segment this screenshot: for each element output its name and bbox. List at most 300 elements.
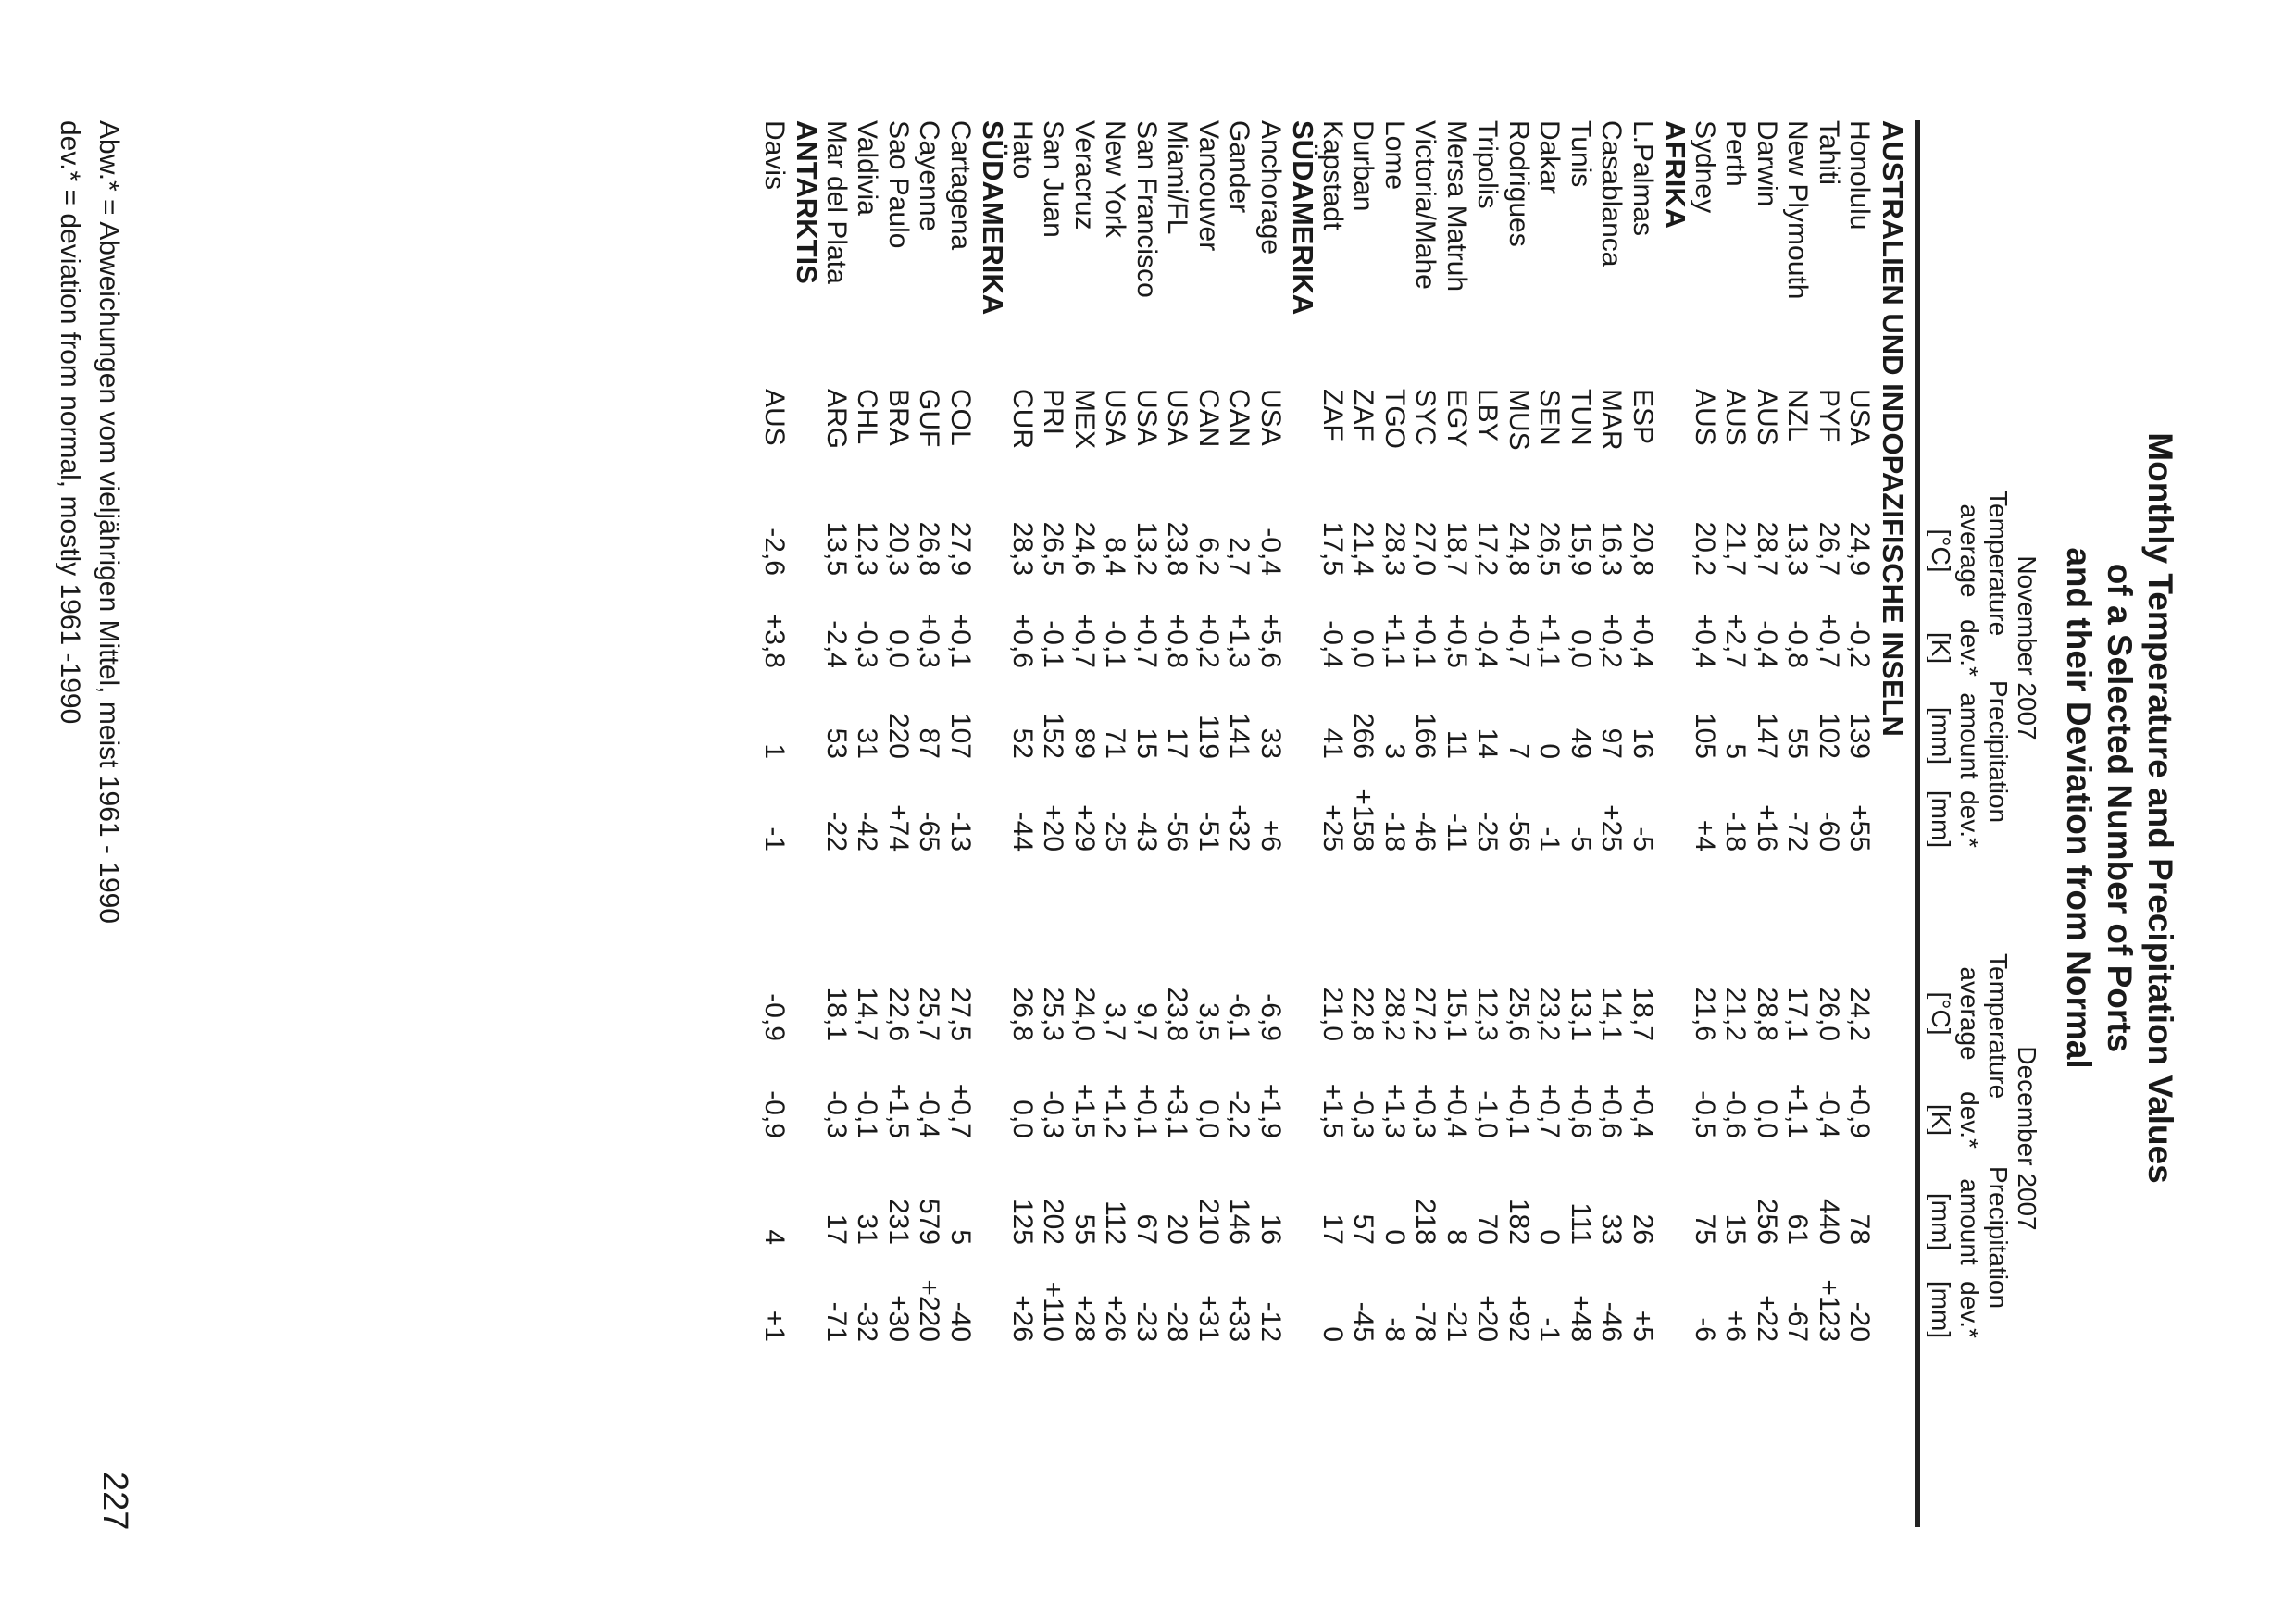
nov-temp-average: 28,7 [1752, 521, 1782, 576]
nov-temp-average: 24,9 [1844, 521, 1876, 576]
dec-precip-dev: -8 [1379, 1317, 1410, 1342]
nov-temp-dev: -0,2 [1844, 620, 1876, 668]
nov-temp-dev: -0,1 [1038, 620, 1069, 668]
nov-temp-average: 20,3 [883, 521, 914, 576]
dec-precip-dev: -78 [1410, 1301, 1441, 1342]
dec-precip-dev: +92 [1504, 1295, 1534, 1342]
nov-precip-amount: 266 [1348, 712, 1379, 759]
country-code: MUS [1504, 389, 1534, 451]
nov-temp-average: 17,5 [1317, 521, 1348, 576]
country-code: PYF [1814, 389, 1844, 443]
dec-temp-average: 21,0 [1317, 987, 1348, 1041]
month-label-december: December 2007 [2013, 1046, 2041, 1231]
nov-temp-dev: +3,8 [759, 613, 790, 668]
nov-temp-dev: +0,2 [1596, 613, 1628, 668]
header-unit-mm: [mm] [1927, 1280, 1955, 1339]
nov-precip-amount: 147 [1752, 712, 1782, 759]
country-code: USA [1131, 389, 1162, 446]
country-code: SEN [1534, 389, 1566, 446]
dec-precip-dev-header [1927, 1263, 2013, 1356]
nov-precip-amount: 89 [1069, 727, 1100, 759]
port-name: Mar del Plata [821, 120, 852, 284]
dec-precip-amount: 16 [1255, 1213, 1286, 1245]
header-temp: Temperature [1984, 953, 2013, 1100]
dec-temp-dev: +0,9 [1844, 1083, 1876, 1138]
nov-precip-amount: 41 [1317, 727, 1348, 759]
dec-precip-dev: +30 [883, 1295, 914, 1342]
dec-precip-dev: -6 [1690, 1317, 1720, 1342]
country-code: COL [945, 389, 976, 446]
nov-precip-dev: -22 [821, 811, 852, 852]
nov-precip-dev: -25 [1472, 811, 1504, 852]
dec-precip-dev: -21 [1441, 1301, 1472, 1342]
country-code: USA [1162, 389, 1193, 446]
dec-temp-dev: +0,6 [1566, 1083, 1596, 1138]
dec-temp-dev: 0,0 [1007, 1100, 1038, 1138]
header-unit-mm: [mm] [1927, 706, 1955, 765]
nov-temp-avg-header [1927, 491, 2013, 637]
header-average: average [1955, 503, 1984, 598]
nov-temp-dev: -0,3 [852, 620, 883, 668]
nov-temp-average: 27,9 [945, 521, 976, 576]
nov-temp-average: 28,3 [1379, 521, 1410, 576]
nov-temp-dev: +0,3 [914, 613, 945, 668]
nov-precip-amount: 49 [1566, 727, 1596, 759]
dec-precip-dev: +48 [1566, 1295, 1596, 1342]
port-name: Cartagena [945, 120, 976, 251]
dec-temp-dev: -0,4 [914, 1090, 945, 1138]
nov-precip-dev: +74 [883, 804, 914, 852]
nov-precip-dev: -18 [1720, 811, 1752, 852]
dec-temp-dev: +0,1 [1131, 1083, 1162, 1138]
page-number: 227 [95, 1472, 134, 1531]
nov-precip-amount: 53 [821, 727, 852, 759]
nov-temp-average: 27,0 [1410, 521, 1441, 576]
country-code: CAN [1224, 389, 1255, 448]
nov-precip-dev: -42 [852, 811, 883, 852]
country-code: MAR [1596, 389, 1628, 451]
nov-temp-dev: +5,6 [1255, 613, 1286, 668]
dec-temp-average: 13,1 [1566, 987, 1596, 1041]
dec-precip-amount: 218 [1410, 1198, 1441, 1245]
dec-temp-dev: +1,3 [1379, 1083, 1410, 1138]
nov-temp-dev: -0,4 [1752, 620, 1782, 668]
nov-precip-amount: 11 [1441, 729, 1472, 759]
nov-precip-dev: -5 [1566, 827, 1596, 852]
dec-temp-dev: -0,4 [1814, 1090, 1844, 1138]
dec-precip-amount: 20 [1162, 1213, 1193, 1245]
nov-temp-average: 24,6 [1069, 521, 1100, 576]
dec-precip-amount: 5 [945, 1229, 976, 1245]
header-precip: Precipitation [1984, 1166, 2013, 1310]
dec-precip-dev: -46 [1596, 1301, 1628, 1342]
country-code: AUS [1720, 389, 1752, 446]
nov-temp-dev: 0,0 [883, 629, 914, 668]
dec-temp-dev: 0,0 [1752, 1100, 1782, 1138]
dec-precip-amount: 111 [1566, 1202, 1596, 1245]
nov-precip-dev: +4 [1690, 819, 1720, 852]
dec-precip-amount: 440 [1814, 1198, 1844, 1245]
month-label-november: November 2007 [2013, 555, 2041, 740]
dec-temp-dev: -1,0 [1472, 1090, 1504, 1138]
nov-temp-dev: +0,5 [1441, 613, 1472, 668]
dec-precip-amount: 70 [1472, 1213, 1504, 1245]
footnote-german: Abw.* = Abweichungen vom vieljährigen Mittel, meist 1961 - 1990 [94, 120, 124, 924]
country-code: USA [1255, 389, 1286, 446]
port-name: Veracruz [1069, 120, 1100, 230]
dec-temp-dev: +1,5 [1069, 1083, 1100, 1138]
dec-precip-dev: -71 [821, 1301, 852, 1342]
dec-temp-average: 27,5 [945, 987, 976, 1041]
dec-precip-amount: 202 [1038, 1198, 1069, 1245]
country-code: BRA [883, 389, 914, 446]
country-code: AUS [1752, 389, 1782, 446]
dec-precip-amount: 0 [1379, 1229, 1410, 1245]
port-name: New York [1100, 120, 1131, 238]
region-heading: SÜDAMERIKA [977, 120, 1010, 316]
port-name: San Juan [1038, 120, 1069, 238]
header-dev: dev.* [1955, 1281, 1984, 1338]
header-amount: amount [1955, 692, 1984, 779]
country-code: SYC [1410, 389, 1441, 446]
nov-precip-amount: 220 [883, 712, 914, 759]
dec-precip-amount: 31 [852, 1213, 883, 1245]
dec-precip-dev: +5 [1628, 1310, 1658, 1342]
nov-precip-amount: 55 [1782, 727, 1814, 759]
dec-precip-amount: 33 [1596, 1213, 1628, 1245]
nov-temp-dev: +0,7 [1069, 613, 1100, 668]
nov-precip-amount: 52 [1007, 727, 1038, 759]
header-dev: dev.* [1955, 790, 1984, 848]
nov-temp-dev: +0,8 [1162, 613, 1193, 668]
nov-temp-average: -2,6 [759, 528, 790, 576]
nov-precip-amount: 17 [1162, 727, 1193, 759]
table-row [1686, 0, 1723, 1616]
dec-temp-average: -6,9 [1255, 993, 1286, 1041]
nov-temp-average: 21,7 [1720, 521, 1752, 576]
port-name: Dakar [1534, 120, 1566, 195]
country-code: CUR [1007, 389, 1038, 449]
dec-precip-dev: -20 [1844, 1301, 1876, 1342]
nov-precip-amount: 3 [1379, 743, 1410, 759]
nov-precip-dev: -13 [945, 811, 976, 852]
header-average: average [1955, 966, 1984, 1061]
dec-precip-amount: 17 [821, 1213, 852, 1245]
dec-temp-average: 25,3 [1038, 987, 1069, 1041]
dec-precip-dev: +31 [1193, 1295, 1224, 1342]
country-code: ARG [821, 389, 852, 450]
nov-temp-dev: -0,4 [1472, 620, 1504, 668]
country-code: CAN [1193, 389, 1224, 448]
dec-temp-avg-header [1927, 953, 2013, 1100]
nov-temp-average: 23,8 [1162, 521, 1193, 576]
header-unit-k: [K] [1927, 631, 1955, 665]
dec-temp-dev: +1,2 [1100, 1083, 1131, 1138]
nov-precip-amount: 14 [1472, 727, 1504, 759]
port-name: Miami/FL [1162, 120, 1193, 235]
port-name: Valdivia [852, 120, 883, 216]
dec-temp-dev: +0,3 [1410, 1083, 1441, 1138]
dec-precip-amount: 231 [883, 1198, 914, 1245]
dec-precip-amount: 579 [914, 1198, 945, 1245]
header-temp: Temperature [1984, 491, 2013, 637]
nov-precip-dev: +6 [1255, 819, 1286, 852]
port-name: Tunis [1566, 120, 1596, 188]
dec-temp-average: 22,6 [883, 987, 914, 1041]
dec-temp-average: 17,1 [1782, 987, 1814, 1041]
dec-temp-average: 21,2 [1720, 987, 1752, 1041]
country-code: TGO [1379, 389, 1410, 449]
dec-precip-dev: +1 [759, 1310, 790, 1342]
nov-precip-amount: 1 [759, 743, 790, 759]
nov-temp-dev: +0,1 [1410, 613, 1441, 668]
nov-precip-dev: +55 [1844, 804, 1876, 852]
dec-precip-amount: 112 [1100, 1200, 1131, 1245]
page-title [2058, 0, 2180, 1616]
dec-temp-average: 3,5 [1193, 1002, 1224, 1041]
nov-precip-amount: 166 [1410, 712, 1441, 759]
dec-precip-dev: 0 [1317, 1326, 1348, 1342]
header-dev: dev.* [1955, 1091, 1984, 1149]
nov-precip-dev: -56 [1504, 811, 1534, 852]
nov-precip-dev: -25 [1100, 811, 1131, 852]
port-name: Honolulu [1844, 120, 1876, 230]
nov-temp-average: 16,3 [1596, 521, 1628, 576]
nov-precip-dev: -18 [1379, 811, 1410, 852]
country-code: ESP [1628, 389, 1658, 445]
nov-precip-dev: -60 [1814, 811, 1844, 852]
dec-precip-dev: +33 [1224, 1295, 1255, 1342]
port-name: Victoria/Mahe [1410, 120, 1441, 290]
nov-precip-dev: -43 [1131, 811, 1162, 852]
nov-temp-average: 13,2 [1131, 521, 1162, 576]
dec-temp-average: 22,8 [1348, 987, 1379, 1041]
nov-precip-dev: -72 [1782, 811, 1814, 852]
dec-precip-amount: 0 [1534, 1229, 1566, 1245]
header-unit-k: [K] [1927, 1103, 1955, 1137]
dec-temp-dev: -0,3 [821, 1090, 852, 1138]
country-code: NZL [1782, 389, 1814, 441]
nov-temp-average: 20,2 [1690, 521, 1720, 576]
nov-temp-dev: +0,4 [1628, 613, 1658, 668]
dec-precip-amount: 75 [1690, 1213, 1720, 1245]
country-code: AUS [759, 389, 790, 446]
nov-precip-amount: 97 [1596, 727, 1628, 759]
nov-temp-dev: +0,1 [945, 613, 976, 668]
dec-precip-dev: -32 [852, 1301, 883, 1342]
nov-temp-average: 24,8 [1504, 521, 1534, 576]
country-code: USA [1844, 389, 1876, 446]
nov-temp-average: -0,4 [1255, 528, 1286, 576]
country-code: PRI [1038, 389, 1069, 436]
nov-temp-dev: 0,0 [1566, 629, 1596, 668]
dec-temp-dev: +1,9 [1255, 1083, 1286, 1138]
nov-temp-dev: +0,7 [1504, 613, 1534, 668]
dec-temp-dev-header [1927, 1074, 2013, 1166]
dec-precip-amount: 182 [1504, 1198, 1534, 1245]
dec-temp-average: 26,8 [1007, 987, 1038, 1041]
nov-precip-amount: 33 [1255, 727, 1286, 759]
port-name: Sao Paulo [883, 120, 914, 249]
dec-precip-amount: 26 [1628, 1213, 1658, 1245]
nov-precip-amount: 105 [1690, 712, 1720, 759]
dec-temp-average: 3,7 [1100, 1002, 1131, 1041]
header-amount: amount [1955, 1178, 1984, 1265]
port-name: San Francisco [1131, 120, 1162, 298]
port-name: Sydney [1690, 120, 1720, 214]
nov-precip-dev: -5 [1628, 827, 1658, 852]
port-name: Darwin [1752, 120, 1782, 207]
header-unit-mm: [mm] [1927, 1192, 1955, 1251]
nov-precip-dev: -44 [1007, 811, 1038, 852]
nov-temp-dev: +0,7 [1814, 613, 1844, 668]
dec-temp-dev: +3,1 [1162, 1083, 1193, 1138]
nov-precip-amount: 141 [1224, 712, 1255, 759]
dec-temp-average: 25,6 [1504, 987, 1534, 1041]
nov-temp-dev: -0,4 [1317, 620, 1348, 668]
dec-precip-dev: +123 [1814, 1279, 1844, 1342]
nov-precip-amount: 87 [914, 727, 945, 759]
port-name: Gander [1224, 120, 1255, 214]
dec-temp-average: 24,0 [1069, 987, 1100, 1041]
nov-precip-dev: -51 [1193, 811, 1224, 852]
nov-precip-dev: +158 [1348, 789, 1379, 852]
nov-temp-dev: +0,7 [1131, 613, 1162, 668]
nov-temp-dev: -0,1 [1100, 620, 1131, 668]
nov-precip-dev: +20 [1038, 804, 1069, 852]
dec-temp-dev: +1,5 [883, 1083, 914, 1138]
dec-temp-average: 23,8 [1162, 987, 1193, 1041]
port-name: Lome [1379, 120, 1410, 191]
nov-precip-dev: -65 [914, 811, 945, 852]
country-code: CHL [852, 389, 883, 445]
title-line-2: of a Selected Number of Ports [2101, 563, 2139, 1053]
country-code: AUS [1690, 389, 1720, 446]
country-code: TUN [1566, 389, 1596, 446]
port-name: Tahiti [1814, 120, 1844, 186]
port-name: Tripolis [1472, 120, 1504, 209]
nov-precip-amount: 31 [852, 727, 883, 759]
nov-precip-amount: 71 [1100, 727, 1131, 759]
dec-temp-dev: -0,3 [1348, 1090, 1379, 1138]
port-name: L.Palmas [1628, 120, 1658, 237]
dec-precip-amount: 4 [759, 1229, 790, 1245]
dec-precip-dev: +26 [1100, 1295, 1131, 1342]
nov-temp-dev: +1,3 [1224, 613, 1255, 668]
dec-temp-dev: -0,5 [1690, 1090, 1720, 1138]
nov-temp-average: 21,4 [1348, 521, 1379, 576]
port-name: Davis [759, 120, 790, 191]
dec-precip-dev: -28 [1162, 1301, 1193, 1342]
region-heading: AUSTRALIEN UND INDOPAZIFISCHE INSELN [1877, 120, 1909, 737]
dec-temp-average: 24,2 [1844, 987, 1876, 1041]
nov-temp-average: 8,4 [1100, 537, 1131, 576]
nov-temp-dev: -2,4 [821, 620, 852, 668]
port-name: Durban [1348, 120, 1379, 212]
dec-temp-average: 27,2 [1410, 987, 1441, 1041]
header-unit-c: [°C] [1927, 528, 1955, 573]
country-code: ZAF [1348, 389, 1379, 441]
dec-temp-average: 14,7 [852, 987, 883, 1041]
dec-temp-average: 18,1 [821, 987, 852, 1041]
dec-temp-average: 26,0 [1814, 987, 1844, 1041]
nov-temp-average: 12,3 [852, 521, 883, 576]
dec-temp-dev: -0,1 [852, 1090, 883, 1138]
dec-temp-dev: +0,7 [1534, 1083, 1566, 1138]
nov-precip-amount: 7 [1504, 743, 1534, 759]
nov-precip-amount: 107 [945, 712, 976, 759]
nov-precip-dev: +25 [1317, 804, 1348, 852]
nov-precip-amount: 15 [1131, 727, 1162, 759]
header-dev: dev.* [1955, 619, 1984, 677]
nov-precip-amount: 16 [1628, 727, 1658, 759]
dec-temp-average: 12,3 [1472, 987, 1504, 1041]
nov-precip-dev: -11 [1441, 813, 1472, 852]
nov-temp-dev: 0,0 [1348, 629, 1379, 668]
port-name: New Plymouth [1782, 120, 1814, 300]
title-line-3: and their Deviation from Normal [2060, 547, 2098, 1069]
dec-temp-average: 21,6 [1690, 987, 1720, 1041]
region-heading: SÜDAMERIKA [1287, 120, 1320, 316]
nov-temp-average: 6,2 [1193, 537, 1224, 576]
dec-precip-amount: 57 [1348, 1213, 1379, 1245]
dec-precip-dev: -67 [1782, 1301, 1814, 1342]
dec-precip-dev: -12 [1255, 1301, 1286, 1342]
dec-temp-average: 28,8 [1752, 987, 1782, 1041]
nov-precip-dev: -46 [1410, 811, 1441, 852]
dec-temp-average: 28,2 [1379, 987, 1410, 1041]
dec-temp-dev: +0,6 [1596, 1083, 1628, 1138]
nov-temp-average: 15,9 [1566, 521, 1596, 576]
dec-temp-dev: +0,4 [1441, 1083, 1472, 1138]
footnote-english: dev.* = deviation from normal, mostly 1961 -1990 [55, 120, 85, 725]
port-name: Rodrigues [1504, 120, 1534, 247]
country-code: LBY [1472, 389, 1504, 441]
nov-temp-average: 26,5 [1534, 521, 1566, 576]
port-name: Cayenne [914, 120, 945, 232]
dec-precip-amount: 210 [1193, 1198, 1224, 1245]
nov-temp-dev: +2,7 [1720, 613, 1752, 668]
country-code: MEX [1069, 389, 1100, 450]
nov-temp-average: 26,8 [914, 521, 945, 576]
nov-temp-average: 26,7 [1814, 521, 1844, 576]
dec-temp-dev: +1,5 [1317, 1083, 1348, 1138]
nov-temp-average: 18,7 [1441, 521, 1472, 576]
dec-precip-dev: +6 [1720, 1310, 1752, 1342]
dec-temp-dev: -0,3 [1038, 1090, 1069, 1138]
dec-precip-dev: +22 [1752, 1295, 1782, 1342]
header-precip: Precipitation [1984, 680, 2013, 824]
dec-precip-amount: 55 [1069, 1213, 1100, 1245]
nov-temp-dev: +0,2 [1193, 613, 1224, 668]
dec-precip-dev: +26 [1007, 1295, 1038, 1342]
dec-temp-dev: -0,9 [759, 1090, 790, 1138]
dec-temp-average: -0,9 [759, 993, 790, 1041]
dec-temp-dev: +1,1 [1782, 1083, 1814, 1138]
nov-precip-amount: 5 [1720, 743, 1752, 759]
dec-precip-dev: +220 [914, 1279, 945, 1342]
country-code: EGY [1441, 389, 1472, 448]
dec-precip-dev: +20 [1472, 1295, 1504, 1342]
nov-precip-dev: +32 [1224, 804, 1255, 852]
region-heading: ANTARKTIS [791, 120, 824, 284]
nov-precip-amount: 0 [1534, 743, 1566, 759]
country-code: ZAF [1317, 389, 1348, 441]
dec-temp-dev: -0,6 [1720, 1090, 1752, 1138]
nov-precip-dev: -56 [1162, 811, 1193, 852]
port-name: Kapstadt [1317, 120, 1348, 230]
dec-precip-amount: 61 [1782, 1213, 1814, 1245]
